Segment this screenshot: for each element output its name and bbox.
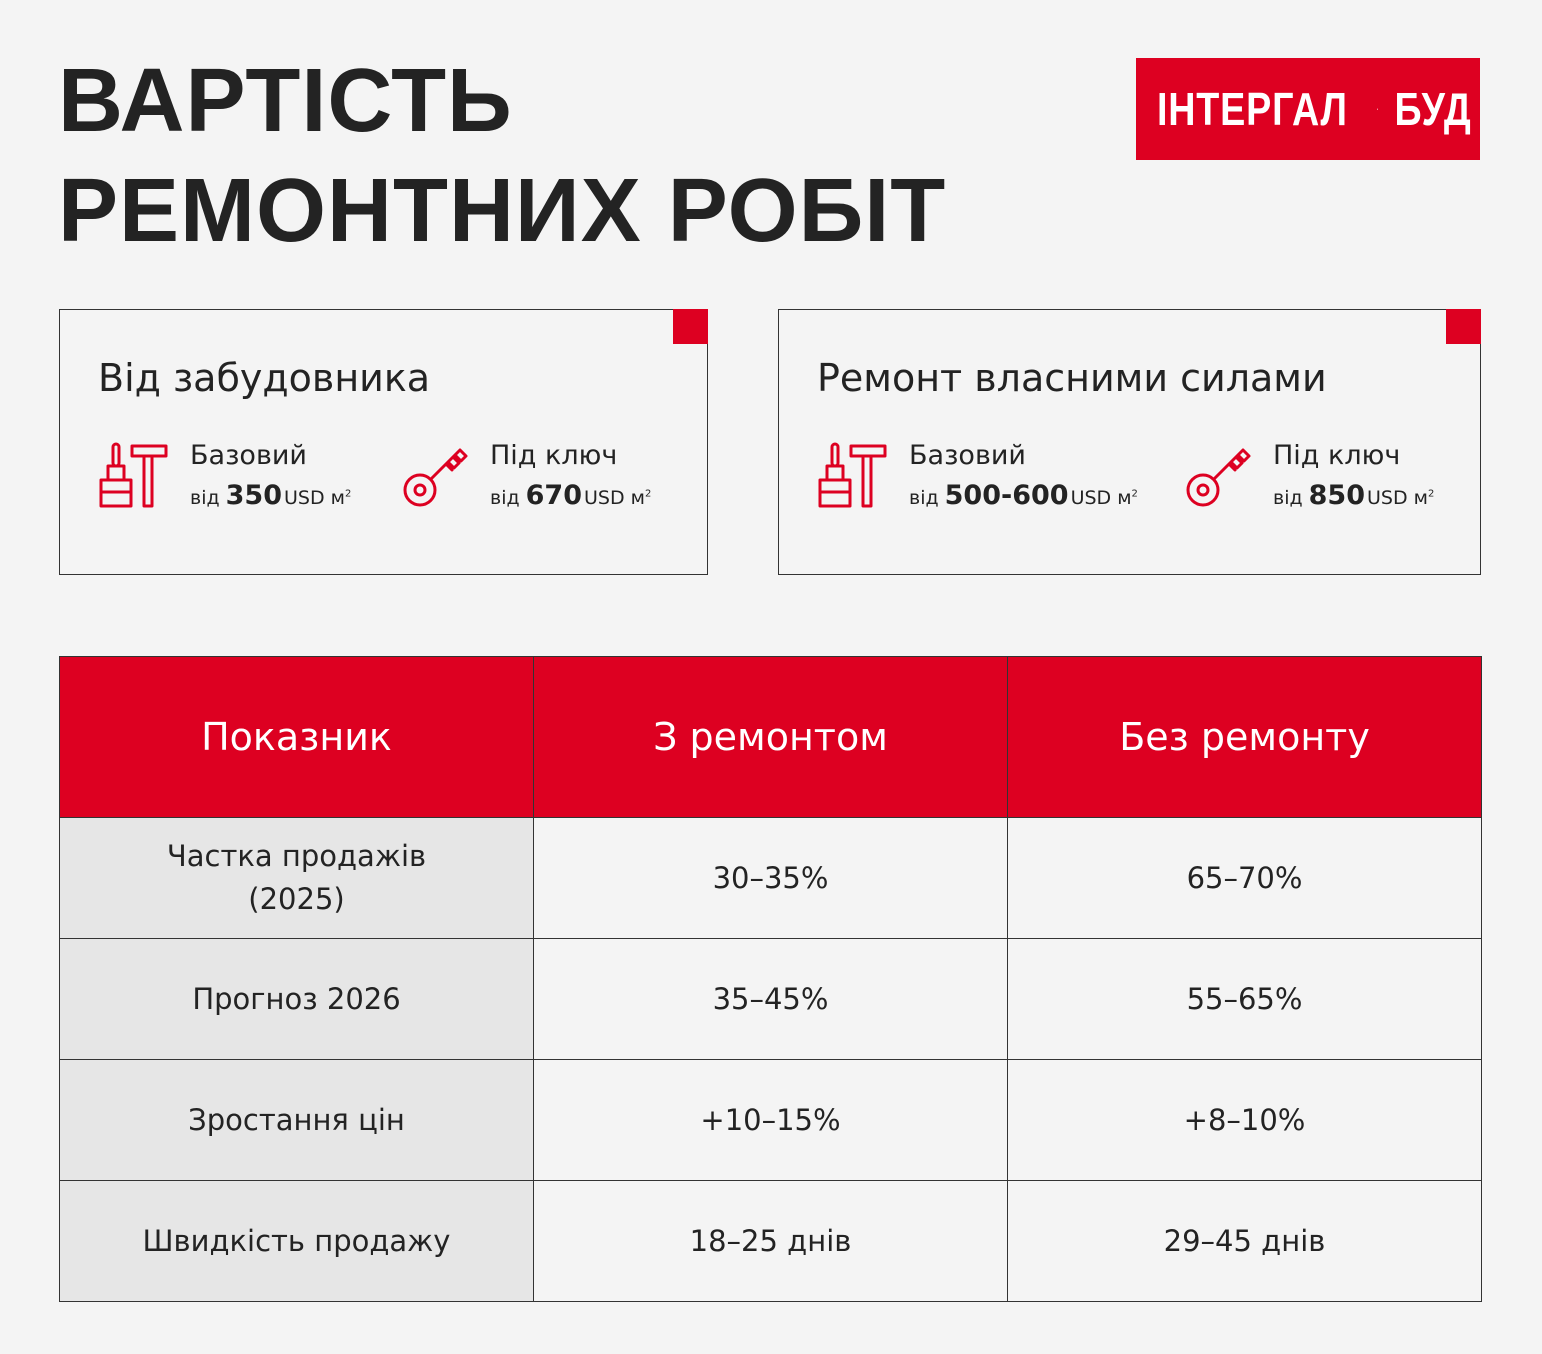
price-value: 350 — [225, 480, 282, 511]
table-cell-metric: Швидкість продажу — [60, 1181, 534, 1302]
card-title: Ремонт власними силами — [817, 356, 1327, 400]
price-value: 850 — [1308, 480, 1365, 511]
price-prefix: від — [190, 487, 220, 509]
paint-brush-hammer-icon — [98, 440, 170, 510]
card-developer — [59, 309, 708, 575]
option-name: Під ключ — [490, 440, 618, 471]
price-value: 670 — [525, 480, 582, 511]
table-row — [60, 818, 1482, 939]
table-cell-metric: Прогноз 2026 — [60, 939, 534, 1060]
option-basic — [817, 440, 1157, 510]
buildings-icon — [1377, 79, 1378, 139]
price-prefix: від — [909, 487, 939, 509]
key-icon — [1185, 440, 1255, 510]
table-cell: +8–10% — [1008, 1060, 1482, 1181]
brand-logo — [1136, 58, 1480, 160]
table-row — [60, 1181, 1482, 1302]
table-cell: 35–45% — [534, 939, 1008, 1060]
comparison-table — [59, 656, 1482, 1302]
option-price — [490, 480, 651, 511]
option-name: Під ключ — [1273, 440, 1401, 471]
card-title: Від забудовника — [98, 356, 431, 400]
logo-word-right: БУД — [1394, 83, 1472, 135]
page-title-line-1: ВАРТІСТЬ — [58, 51, 513, 151]
table-row — [60, 939, 1482, 1060]
table-row — [60, 1060, 1482, 1181]
table-header-row — [60, 657, 1482, 818]
price-unit-sup: 2 — [344, 488, 352, 500]
price-unit-sup: 2 — [1131, 488, 1138, 500]
price-prefix: від — [490, 487, 520, 509]
table-cell: 65–70% — [1008, 818, 1482, 939]
card-corner-accent — [673, 309, 708, 344]
card-diy — [778, 309, 1481, 575]
table-cell: 18–25 днів — [534, 1181, 1008, 1302]
price-prefix: від — [1273, 487, 1303, 509]
option-turnkey — [402, 440, 692, 510]
column-header: Показник — [60, 657, 534, 818]
price-unit: USD м — [1070, 487, 1132, 509]
option-price — [190, 480, 351, 511]
option-turnkey — [1185, 440, 1475, 510]
table-cell: 55–65% — [1008, 939, 1482, 1060]
option-price — [909, 480, 1138, 511]
price-unit-sup: 2 — [1427, 488, 1435, 500]
option-basic — [98, 440, 388, 510]
price-unit-sup: 2 — [644, 488, 652, 500]
metric-label: Частка продажів (2025) — [166, 839, 427, 916]
column-header: З ремонтом — [534, 657, 1008, 818]
page-title-line-2: РЕМОНТНИХ РОБІТ — [58, 161, 947, 261]
option-name: Базовий — [190, 440, 307, 471]
table-cell-metric: Зростання цін — [60, 1060, 534, 1181]
table-cell: +10–15% — [534, 1060, 1008, 1181]
table-cell: 29–45 днів — [1008, 1181, 1482, 1302]
key-icon — [402, 440, 472, 510]
price-unit: USD м — [1367, 487, 1428, 509]
card-corner-accent — [1446, 309, 1481, 344]
page-title — [58, 46, 946, 266]
paint-brush-hammer-icon — [817, 440, 889, 510]
price-unit: USD м — [584, 487, 645, 509]
logo-word-left: ІНТЕРГАЛ — [1156, 83, 1348, 135]
table-cell-metric — [60, 818, 534, 939]
option-price — [1273, 480, 1434, 511]
column-header: Без ремонту — [1008, 657, 1482, 818]
price-unit: USD м — [284, 487, 345, 509]
table-cell: 30–35% — [534, 818, 1008, 939]
price-value: 500-600 — [944, 480, 1069, 511]
option-name: Базовий — [909, 440, 1026, 471]
